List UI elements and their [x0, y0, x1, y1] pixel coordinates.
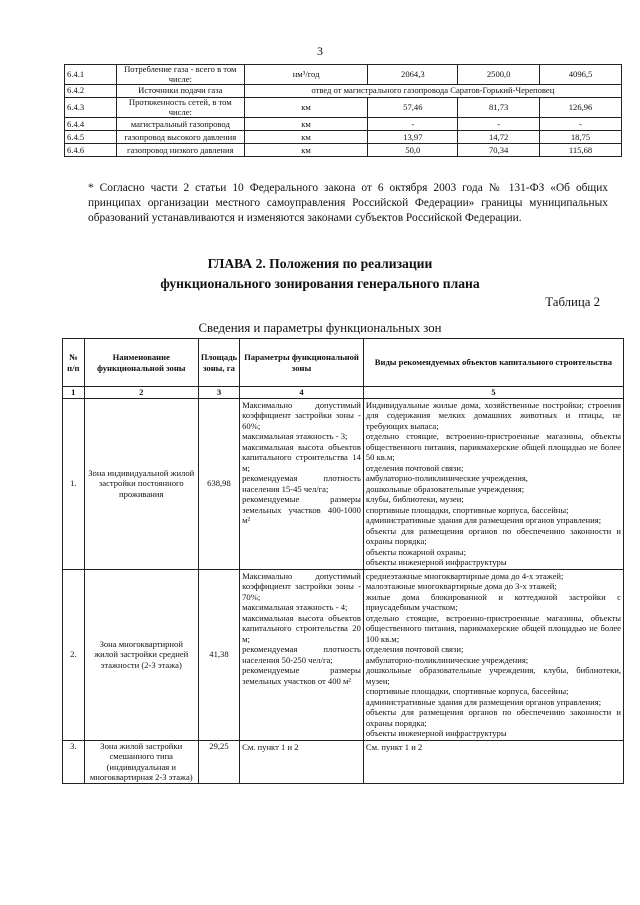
- table-row: [65, 131, 622, 144]
- parameter-item: максимальная этажность - 4;: [242, 602, 348, 612]
- parameter-item: максимальная высота объектов капитального строительства 14 м;: [242, 441, 361, 473]
- zone-name: Зона многоквартирной жилой застройки средней этажности (2-3 этажа): [84, 569, 198, 740]
- object-item: малоэтажные многоквартирные дома до 3-х этажей;: [365, 581, 557, 591]
- table-row: [65, 85, 622, 98]
- value-first-stage: 70,34: [458, 144, 540, 157]
- indicator-name: Потребление газа - всего в том числе:: [116, 65, 244, 85]
- value-first-stage: 14,72: [458, 131, 540, 144]
- header-area: Площадь зоны, га: [198, 339, 239, 387]
- object-item: объекты для размещения органов по обеспечению законности и охраны порядка;: [365, 707, 621, 728]
- unit: км: [244, 131, 368, 144]
- object-item: отдельно стоящие, встроенно-пристроенные магазины, объекты общественного питания, парикмахерские общей площадью не более 100 кв.м;: [365, 612, 621, 644]
- value-estimated: 126,96: [540, 98, 622, 118]
- value-current: 57,46: [368, 98, 458, 118]
- object-item: клубы, библиотеки, музеи;: [365, 494, 464, 504]
- zone-row: [63, 569, 624, 740]
- zone-parameters: [240, 569, 364, 740]
- value-first-stage: -: [458, 118, 540, 131]
- zone-parameters: [240, 398, 364, 569]
- object-item: спортивные площадки, спортивные корпуса, бассейны;: [365, 686, 569, 696]
- header-objects: Виды рекомендуемых объектов капитального строительства: [363, 339, 623, 387]
- parameter-item: Максимально допустимый коэффициент застройки зоны - 60%;: [242, 399, 361, 431]
- unit: км: [244, 98, 368, 118]
- zone-row: [63, 740, 624, 783]
- object-item: дошкольные образовательные учреждения;: [365, 483, 525, 494]
- zone-objects: [363, 569, 623, 740]
- chapter-heading: [0, 254, 640, 294]
- value-first-stage: 81,73: [458, 98, 540, 118]
- object-item: административные здания для размещения органов управления;: [365, 515, 602, 525]
- row-number: 6.4.5: [65, 131, 117, 144]
- header-name: Наименование функциональной зоны: [84, 339, 198, 387]
- page-number: 3: [317, 44, 323, 58]
- table-row: [65, 144, 622, 157]
- zone-number: 1.: [63, 398, 85, 569]
- functional-zones-table: [62, 338, 624, 784]
- footnote-text: * Согласно части 2 статьи 10 Федерального закона от 6 октября 2003 года № 131-ФЗ «Об общих принципах организации местного самоуправления Российской Федерации» границы муниципальных образований устанавливаются и изменяются законами субъектов Российской Федерации.: [88, 182, 608, 224]
- zone-objects: См. пункт 1 и 2: [363, 740, 623, 783]
- unit: км: [244, 144, 368, 157]
- value-first-stage: 2500,0: [458, 65, 540, 85]
- object-item: жилые дома блокированной и коттеджной застройки с приусадебным участком;: [365, 591, 621, 612]
- row-number: 6.4.3: [65, 98, 117, 118]
- chapter-title-line2: функционального зонирования генерального плана: [160, 276, 480, 291]
- unit: нм³/год: [244, 65, 368, 85]
- parameter-item: максимальная этажность - 3;: [242, 431, 348, 441]
- zone-number: 2.: [63, 569, 85, 740]
- zone-name: Зона жилой застройки смешанного типа (индивидуальная и многоквартирная 2-3 этажа): [84, 740, 198, 783]
- indicator-name: Источники подачи газа: [116, 85, 244, 98]
- value-current: 2064,3: [368, 65, 458, 85]
- gas-supply-table: [64, 64, 622, 157]
- column-number: 5: [363, 387, 623, 399]
- indicator-name: магистральный газопровод: [116, 118, 244, 131]
- header-num: № п/п: [63, 339, 85, 387]
- zone-area: 638,98: [198, 398, 239, 569]
- parameter-item: рекомендуемая плотность населения 15-45 чел/га;: [242, 473, 361, 494]
- zone-number: 3.: [63, 740, 85, 783]
- zone-area: 29,25: [198, 740, 239, 783]
- object-item: дошкольные образовательные учреждения, клубы, библиотеки, музеи;: [365, 665, 621, 686]
- row-number: 6.4.4: [65, 118, 117, 131]
- table-row: [65, 65, 622, 85]
- object-item: спортивные площадки, спортивные корпуса, бассейны;: [365, 504, 569, 515]
- indicator-name: Протяженность сетей, в том числе:: [116, 98, 244, 118]
- row-number: 6.4.6: [65, 144, 117, 157]
- value-estimated: -: [540, 118, 622, 131]
- zone-row: [63, 398, 624, 569]
- parameter-item: рекомендуемые размеры земельных участков 400-1000 м²: [242, 494, 361, 525]
- object-item: среднеэтажные многоквартирные дома до 4-х этажей;: [365, 570, 564, 581]
- column-number: 3: [198, 387, 239, 399]
- table-number: Таблица 2: [545, 295, 600, 309]
- merged-value: отвед от магистрального газопровода Саратов-Горький-Череповец: [244, 85, 621, 98]
- column-number: 2: [84, 387, 198, 399]
- column-number: 4: [240, 387, 364, 399]
- object-item: объекты инженерной инфраструктуры: [365, 557, 507, 567]
- chapter-title-line1: ГЛАВА 2. Положения по реализации: [207, 256, 433, 271]
- value-current: -: [368, 118, 458, 131]
- column-number: 1: [63, 387, 85, 399]
- parameter-item: максимальная высота объектов капитального строительства 20 м;: [242, 612, 361, 644]
- zone-parameters: См. пункт 1 и 2: [240, 740, 364, 783]
- table-caption: Сведения и параметры функциональных зон: [198, 321, 442, 335]
- object-item: объекты пожарной охраны;: [365, 546, 466, 557]
- indicator-name: газопровод высокого давления: [116, 131, 244, 144]
- object-item: отделения почтовой связи;: [365, 644, 464, 654]
- object-item: объекты инженерной инфраструктуры: [365, 728, 507, 738]
- parameter-item: Максимально допустимый коэффициент застройки зоны - 70%;: [242, 570, 361, 602]
- value-current: 50,0: [368, 144, 458, 157]
- zone-objects: [363, 398, 623, 569]
- object-item: отдельно стоящие, встроенно-пристроенные магазины, объекты общественного питания, парикмахерские общей площадью не более 50 кв.м;: [365, 431, 621, 462]
- table-row: [65, 118, 622, 131]
- column-numbers-row: [63, 387, 624, 399]
- value-estimated: 18,75: [540, 131, 622, 144]
- object-item: объекты для размещения органов по обеспечению законности и охраны порядка;: [365, 525, 621, 546]
- row-number: 6.4.2: [65, 85, 117, 98]
- object-item: Индивидуальные жилые дома, хозяйственные постройки; строения для содержания мелких домашних животных и птицы, не требующих выпаса;: [365, 399, 621, 431]
- value-current: 13,97: [368, 131, 458, 144]
- zone-name: Зона индивидуальной жилой застройки постоянного проживания: [84, 398, 198, 569]
- footnote: [88, 181, 608, 226]
- parameter-item: рекомендуемые размеры земельных участков от 400 м²: [242, 665, 361, 686]
- object-item: отделения почтовой связи;: [365, 462, 464, 473]
- indicator-name: газопровод низкого давления: [116, 144, 244, 157]
- object-item: амбулаторно-поликлинические учреждения;: [365, 654, 529, 665]
- row-number: 6.4.1: [65, 65, 117, 85]
- zone-area: 41,38: [198, 569, 239, 740]
- value-estimated: 4096,5: [540, 65, 622, 85]
- table-row: [65, 98, 622, 118]
- header-params: Параметры функциональной зоны: [240, 339, 364, 387]
- value-estimated: 115,68: [540, 144, 622, 157]
- unit: км: [244, 118, 368, 131]
- parameter-item: рекомендуемая плотность населения 50-250 чел/га;: [242, 644, 361, 665]
- object-item: административные здания для размещения органов управления;: [365, 696, 602, 707]
- object-item: амбулаторно-поликлинические учреждения,: [365, 473, 528, 483]
